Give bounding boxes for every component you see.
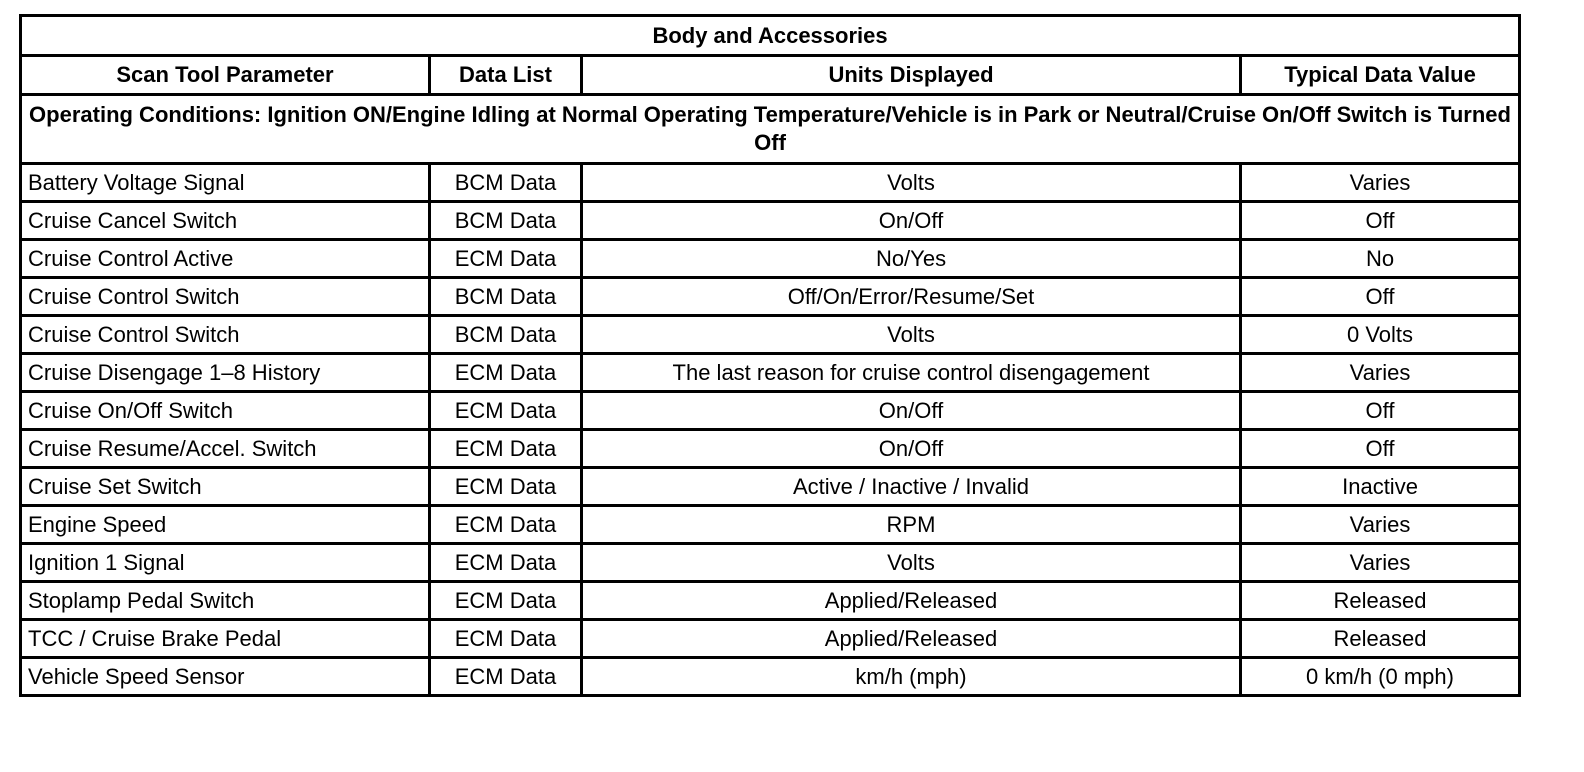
data-list-cell: BCM Data (430, 202, 582, 240)
units-cell: Volts (582, 544, 1241, 582)
parameter-cell: Cruise On/Off Switch (21, 392, 430, 430)
units-cell: Applied/Released (582, 582, 1241, 620)
table-row (21, 202, 1520, 240)
typical-value-cell: Off (1241, 202, 1520, 240)
data-list-cell: ECM Data (430, 468, 582, 506)
table-row (21, 240, 1520, 278)
table-row (21, 430, 1520, 468)
header-data-list: Data List (430, 56, 582, 95)
units-cell: On/Off (582, 202, 1241, 240)
parameter-cell: Cruise Cancel Switch (21, 202, 430, 240)
parameter-cell: Ignition 1 Signal (21, 544, 430, 582)
parameter-cell: Stoplamp Pedal Switch (21, 582, 430, 620)
parameter-cell: Cruise Control Switch (21, 316, 430, 354)
units-cell: Applied/Released (582, 620, 1241, 658)
units-cell: km/h (mph) (582, 658, 1241, 696)
operating-conditions-row (21, 95, 1520, 164)
data-list-cell: ECM Data (430, 354, 582, 392)
table-row (21, 544, 1520, 582)
units-cell: Active / Inactive / Invalid (582, 468, 1241, 506)
data-list-cell: ECM Data (430, 240, 582, 278)
units-cell: On/Off (582, 430, 1241, 468)
table-row (21, 620, 1520, 658)
data-list-cell: BCM Data (430, 164, 582, 202)
data-list-cell: BCM Data (430, 278, 582, 316)
typical-value-cell: Off (1241, 392, 1520, 430)
typical-value-cell: Varies (1241, 506, 1520, 544)
header-typical-data-value: Typical Data Value (1241, 56, 1520, 95)
table-row (21, 582, 1520, 620)
table-row (21, 278, 1520, 316)
typical-value-cell: Varies (1241, 354, 1520, 392)
units-cell: The last reason for cruise control disengagement (582, 354, 1241, 392)
operating-conditions: Operating Conditions: Ignition ON/Engine Idling at Normal Operating Temperature/Vehicle is in Park or Neutral/Cruise On/Off Switch is Turned Off (21, 95, 1520, 164)
typical-value-cell: Released (1241, 582, 1520, 620)
header-scan-tool-parameter: Scan Tool Parameter (21, 56, 430, 95)
data-list-cell: ECM Data (430, 430, 582, 468)
table-row (21, 354, 1520, 392)
table-row (21, 392, 1520, 430)
table-row (21, 506, 1520, 544)
typical-value-cell: Varies (1241, 164, 1520, 202)
units-cell: On/Off (582, 392, 1241, 430)
typical-value-cell: 0 Volts (1241, 316, 1520, 354)
units-cell: RPM (582, 506, 1241, 544)
parameter-cell: Cruise Control Active (21, 240, 430, 278)
data-list-cell: ECM Data (430, 582, 582, 620)
data-list-cell: BCM Data (430, 316, 582, 354)
data-list-cell: ECM Data (430, 544, 582, 582)
table-body (21, 164, 1520, 696)
data-list-cell: ECM Data (430, 620, 582, 658)
data-list-cell: ECM Data (430, 506, 582, 544)
typical-value-cell: Inactive (1241, 468, 1520, 506)
units-cell: No/Yes (582, 240, 1241, 278)
table-row (21, 468, 1520, 506)
data-list-cell: ECM Data (430, 658, 582, 696)
typical-value-cell: Off (1241, 430, 1520, 468)
table-row (21, 658, 1520, 696)
parameter-cell: Cruise Disengage 1–8 History (21, 354, 430, 392)
data-list-cell: ECM Data (430, 392, 582, 430)
body-accessories-table (19, 14, 1521, 697)
typical-value-cell: Varies (1241, 544, 1520, 582)
units-cell: Off/On/Error/Resume/Set (582, 278, 1241, 316)
header-units-displayed: Units Displayed (582, 56, 1241, 95)
units-cell: Volts (582, 316, 1241, 354)
typical-value-cell: Released (1241, 620, 1520, 658)
table-row (21, 316, 1520, 354)
table-title-row (21, 16, 1520, 56)
typical-value-cell: 0 km/h (0 mph) (1241, 658, 1520, 696)
parameter-cell: Engine Speed (21, 506, 430, 544)
table-row (21, 164, 1520, 202)
typical-value-cell: Off (1241, 278, 1520, 316)
parameter-cell: Cruise Resume/Accel. Switch (21, 430, 430, 468)
typical-value-cell: No (1241, 240, 1520, 278)
units-cell: Volts (582, 164, 1241, 202)
table-title: Body and Accessories (21, 16, 1520, 56)
parameter-cell: Battery Voltage Signal (21, 164, 430, 202)
table-header-row (21, 56, 1520, 95)
parameter-cell: TCC / Cruise Brake Pedal (21, 620, 430, 658)
parameter-cell: Vehicle Speed Sensor (21, 658, 430, 696)
parameter-cell: Cruise Control Switch (21, 278, 430, 316)
parameter-cell: Cruise Set Switch (21, 468, 430, 506)
